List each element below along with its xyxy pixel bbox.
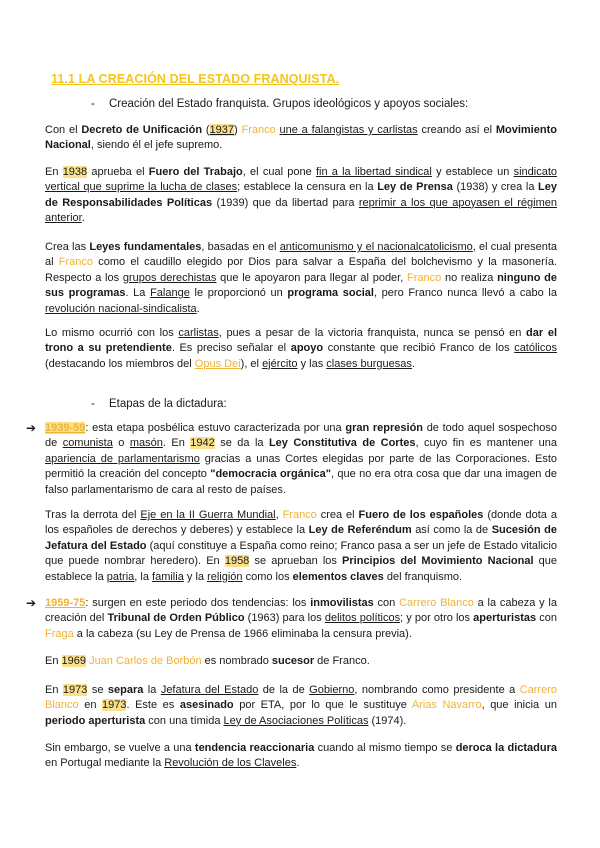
dash-bullet: - <box>91 398 95 410</box>
subheading-ideological-groups <box>91 98 468 110</box>
paragraph-carlistas: Lo mismo ocurrió con los carlistas, pues a pesar de la victoria franquista, nunca se pensó en dar el trono a su pretendiente. Es preciso señalar el apoyo constante que recibió Franco de los católicos (destacando los miembros del Opus Dei), el ejército y las clases burguesas. <box>45 327 558 370</box>
subheading-etapas <box>91 398 227 410</box>
section-heading: 11.1 LA CREACIÓN DEL ESTADO FRANQUISTA. <box>51 72 340 86</box>
paragraph-1973: En 1973 se separa la Jefatura del Estado de la de Gobierno, nombrando como presidente a Carrero Blanco en 1973. Este es asesinado por ETA, por lo que le sustituye Arias Navarro, que inicia un periodo aperturista con una tímida Ley de Asociaciones Políticas (1974). <box>45 684 557 727</box>
arrow-bullet-icon: ➔ <box>26 421 37 435</box>
subheading-text: Creación del Estado franquista. Grupos ideológicos y apoyos sociales: <box>109 98 469 110</box>
paragraph-1959-75: 1959-75: surgen en este periodo dos tendencias: los inmovilistas con Carrero Blanco a la cabeza y la creación del Tribunal de Orden Público (1963) para los delitos políticos; y por otro los aperturistas con Fraga a la cabeza (su Ley de Prensa de 1966 eliminaba la censura previa). <box>45 597 557 640</box>
paragraph-postguerra: Tras la derrota del Eje en la II Guerra Mundial, Franco crea el Fuero de los españoles (donde dota a los españoles de derechos y deberes) y establece la Ley de Referéndum así como la de Sucesión de Jefatura del Estado (aquí constituye a España como reino; Franco pasa a ser un jefe de Estado vitalicio que puede nombrar heredero). En 1958 se aprueban los Principios del Movimiento Nacional que establece la patria, la familia y la religión como los elementos claves del franquismo. <box>45 509 558 583</box>
paragraph-tendencia-reaccionaria: Sin embargo, se vuelve a una tendencia reaccionaria cuando al mismo tiempo se deroca la dictadura en Portugal mediante la Revolución de los Claveles. <box>45 742 557 770</box>
paragraph-leyes-fundamentales: Crea las Leyes fundamentales, basadas en el anticomunismo y el nacionalcatolicismo, el cual presenta al Franco como el caudillo elegido por Dios para salvar a España del bolchevismo y la masonería. Respecto a los grupos derechistas que le apoyaron para llegar al poder, Franco no realiza ninguno de sus programas. La Falange le proporcionó un programa social, pero Franco nunca llevó a cabo la revolución nacional-sindicalista. <box>45 241 557 315</box>
subheading-text: Etapas de la dictadura: <box>109 398 227 410</box>
paragraph-1969: En 1969 Juan Carlos de Borbón es nombrado sucesor de Franco. <box>45 655 370 667</box>
arrow-bullet-icon: ➔ <box>26 596 37 610</box>
dash-bullet: - <box>91 98 95 110</box>
paragraph-unificacion: Con el Decreto de Unificación (1937) Franco une a falangistas y carlistas creando así el Movimiento Nacional, siendo él el jefe supremo. <box>45 124 557 152</box>
paragraph-1939-59: 1939-59: esta etapa posbélica estuvo caracterizada por una gran represión de todo aquel sospechoso de comunista o masón. En 1942 se da la Ley Constitutiva de Cortes, cuyo fin es mantener una apariencia de parlamentarismo gracias a unas Cortes elegidas por parte de las Corporaciones. Esto permitió la creación del concepto "democracia orgánica", que no era otra cosa que dar una imagen de falso parlamentarismo de cara al resto de países. <box>45 422 558 496</box>
paragraph-fuero-trabajo: En 1938 aprueba el Fuero del Trabajo, el cual pone fin a la libertad sindical y establece un sindicato vertical que suprime la lucha de clases; establece la censura en la Ley de Prensa (1938) y crea la Ley de Responsabilidades Políticas (1939) que da libertad para reprimir a los que apoyasen el régimen anterior. <box>45 166 557 225</box>
